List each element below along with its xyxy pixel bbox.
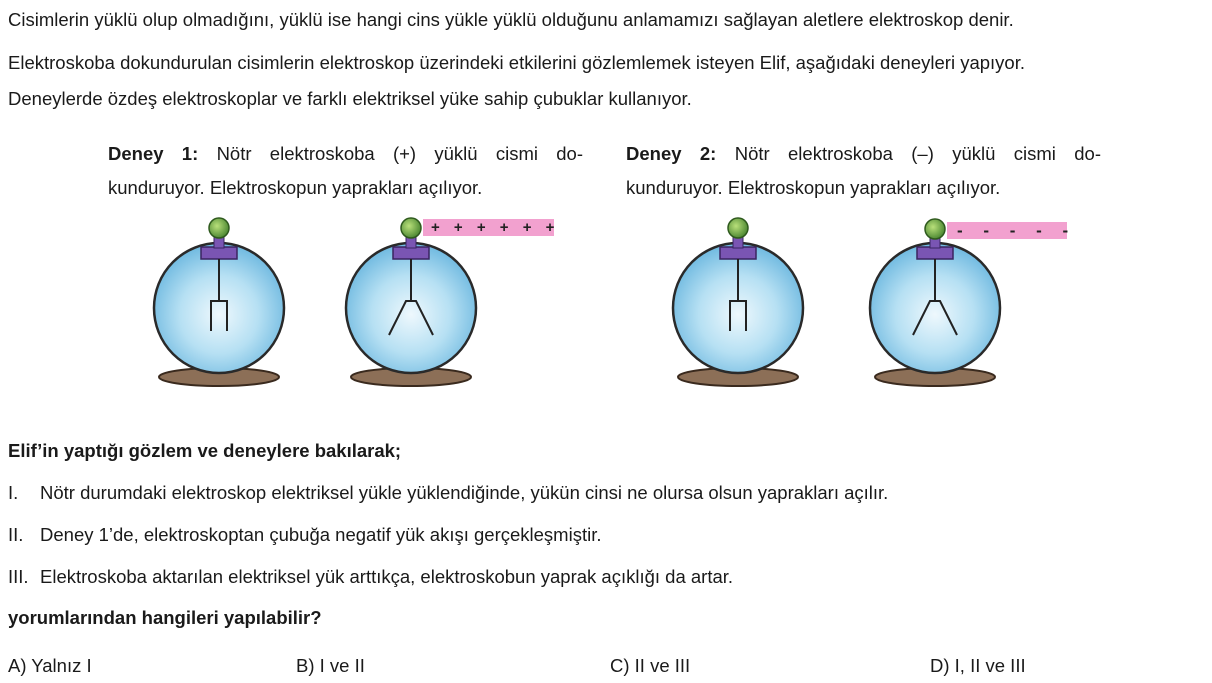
- choice-b[interactable]: B) I ve II: [296, 655, 365, 676]
- deney-1-line-2: kunduruyor. Elektroskopun yaprakları açılıyor.: [108, 177, 483, 198]
- choice-d[interactable]: D) I, II ve III: [930, 655, 1026, 676]
- deney-2-text-1: Nötr elektroskoba (–) yüklü cismi do-: [734, 143, 1101, 164]
- statement-2: [8, 524, 601, 546]
- question-lead: Elif’in yaptığı gözlem ve deneylere bakılarak;: [8, 440, 402, 461]
- deney-2-label: Deney 2:: [626, 143, 717, 164]
- negative-rod-charge: - - - - -: [957, 221, 1077, 240]
- electroscope-charged-negative: [870, 219, 1076, 386]
- statement-1: [8, 482, 888, 504]
- deney-2-line-2: kunduruyor. Elektroskopun yaprakları açılıyor.: [626, 177, 1001, 198]
- electroscope-neutral-2: [673, 218, 803, 386]
- deney-1-label: Deney 1:: [108, 143, 199, 164]
- intro-line-1: Cisimlerin yüklü olup olmadığını, yüklü ise hangi cins yükle yüklü olduğunu anlamamızı sağlayan aletlere elektroskop denir.: [8, 9, 1014, 30]
- intro-line-3: Deneylerde özdeş elektroskoplar ve farklı elektriksel yüke sahip çubuklar kullanıyor.: [8, 88, 692, 109]
- statement-3-text: Elektroskoba aktarılan elektriksel yük arttıkça, elektroskobun yaprak açıklığı da artar.: [40, 566, 734, 587]
- deney-2-description: [626, 137, 1101, 205]
- choice-a[interactable]: A) Yalnız I: [8, 655, 92, 676]
- electroscope-charged-positive: [346, 218, 559, 386]
- intro-line-2: Elektroskoba dokundurulan cisimlerin elektroskop üzerindeki etkilerini gözlemlemek isteyen Elif, aşağıdaki deneyleri yapıyor.: [8, 52, 1025, 73]
- choice-c[interactable]: C) II ve III: [610, 655, 691, 676]
- statement-1-text: Nötr durumdaki elektroskop elektriksel yükle yüklendiğinde, yükün cinsi ne olursa olsun yaprakları açılır.: [40, 482, 889, 503]
- electroscope-neutral-1: [154, 218, 284, 386]
- deney-2-line-1: [626, 137, 1101, 171]
- deney-1-text-1: Nötr elektroskoba (+) yüklü cismi do-: [216, 143, 584, 164]
- deney-1-description: [108, 137, 583, 205]
- electroscope-figures: [0, 205, 1212, 395]
- statement-3: [8, 566, 733, 588]
- statement-2-text: Deney 1’de, elektroskoptan çubuğa negatif yük akışı gerçekleşmiştir.: [40, 524, 602, 545]
- statement-1-number: I.: [8, 482, 19, 503]
- statement-2-number: II.: [8, 524, 24, 545]
- question-prompt: yorumlarından hangileri yapılabilir?: [8, 607, 322, 628]
- statement-3-number: III.: [8, 566, 29, 587]
- positive-rod-charge: + + + + + +: [431, 219, 560, 236]
- deney-1-line-1: [108, 137, 583, 171]
